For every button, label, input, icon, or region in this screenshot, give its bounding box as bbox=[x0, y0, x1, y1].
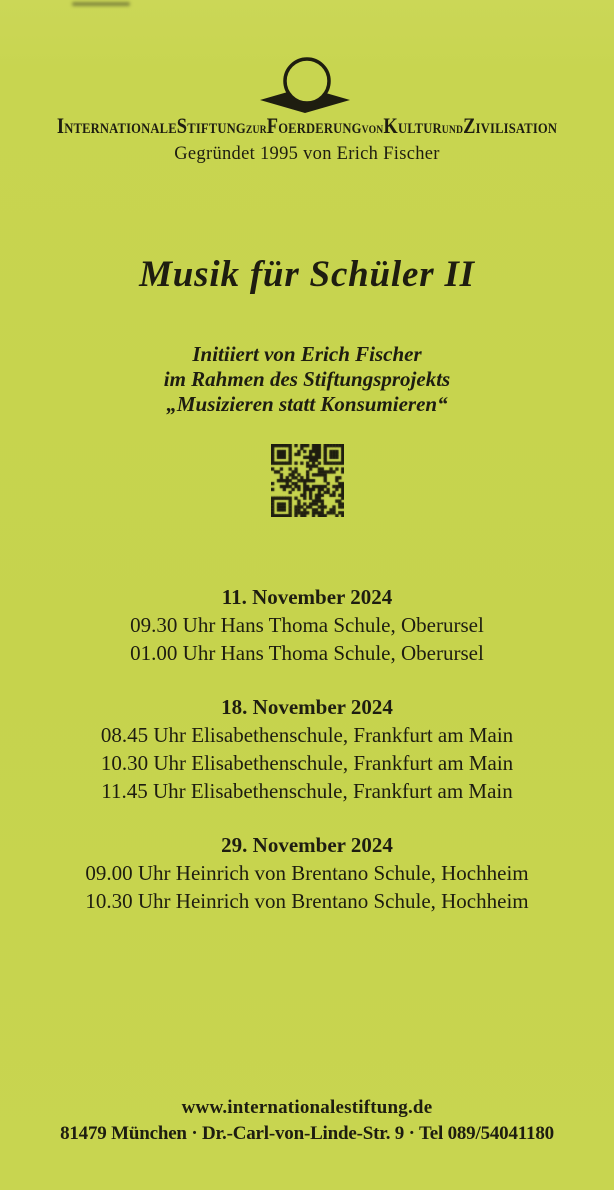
org-name-segment: Z bbox=[463, 113, 476, 138]
org-name-segment: F bbox=[266, 113, 279, 138]
subtitle-line-2: im Rahmen des Stiftungsprojekts bbox=[163, 367, 451, 391]
event-block bbox=[0, 693, 614, 805]
event-entry: 11.45 Uhr Elisabethenschule, Frankfurt am Main bbox=[101, 779, 513, 803]
subtitle-line-1: Initiiert von Erich Fischer bbox=[192, 342, 422, 366]
event-block bbox=[0, 831, 614, 915]
scan-artifact bbox=[72, 2, 130, 6]
org-name-segment: IVILISATION bbox=[475, 121, 558, 137]
event-entry: 10.30 Uhr Elisabethenschule, Frankfurt am Main bbox=[100, 751, 514, 775]
page-title: Musik für Schüler II bbox=[139, 254, 475, 295]
event-entry: 09.30 Uhr Hans Thoma Schule, Oberursel bbox=[130, 613, 484, 637]
org-name-segment: S bbox=[176, 113, 188, 138]
org-name-segment: ZUR bbox=[245, 124, 267, 136]
org-name-segment: K bbox=[383, 113, 398, 138]
org-name-segment: ULTUR bbox=[397, 121, 442, 137]
org-name bbox=[49, 113, 565, 143]
subtitle-line-3: „Musizieren statt Konsumieren“ bbox=[166, 392, 448, 416]
event-entry: 08.45 Uhr Elisabethenschule, Frankfurt am Main bbox=[100, 723, 514, 747]
org-name-segment: NTERNATIONALE bbox=[64, 121, 177, 137]
footer bbox=[0, 1095, 614, 1147]
event-date: 11. November 2024 bbox=[221, 585, 393, 609]
event-entry: 10.30 Uhr Heinrich von Brentano Schule, Hochheim bbox=[85, 889, 529, 913]
org-name-segment: I bbox=[56, 113, 65, 138]
event-block bbox=[0, 583, 614, 667]
events-list bbox=[0, 583, 614, 915]
qr-code bbox=[271, 444, 344, 517]
event-entry: 01.00 Uhr Hans Thoma Schule, Oberursel bbox=[130, 641, 484, 665]
subtitle bbox=[0, 342, 614, 417]
event-date: 18. November 2024 bbox=[221, 695, 393, 719]
org-name-segment: OERDERUNG bbox=[278, 121, 362, 137]
founded-line: Gegründet 1995 von Erich Fischer bbox=[174, 144, 440, 164]
footer-website: www.internationalestiftung.de bbox=[181, 1097, 433, 1118]
foundation-logo-icon bbox=[257, 53, 357, 115]
org-name-segment: VON bbox=[361, 124, 384, 136]
org-name-segment: UND bbox=[441, 124, 464, 136]
qr-code-container bbox=[0, 444, 614, 517]
org-name-segment: TIFTUNG bbox=[187, 121, 246, 137]
event-entry: 09.00 Uhr Heinrich von Brentano Schule, Hochheim bbox=[85, 861, 529, 885]
footer-address: 81479 München · Dr.-Carl-von-Linde-Str. 9 · Tel 089/54041180 bbox=[60, 1123, 554, 1144]
event-date: 29. November 2024 bbox=[221, 833, 393, 857]
